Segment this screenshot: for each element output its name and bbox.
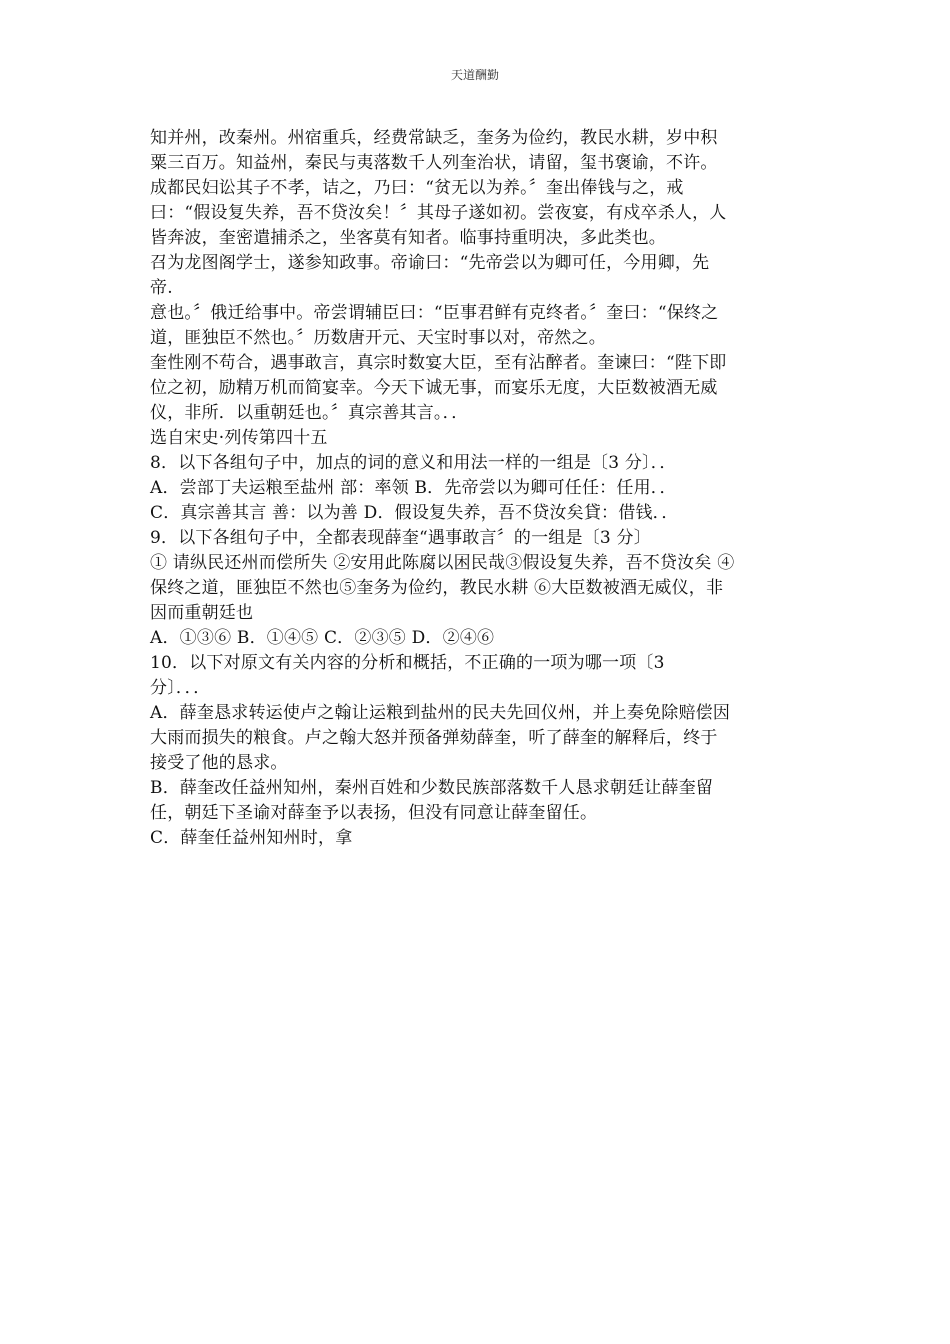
text-line: C．薛奎任益州知州时，拿	[150, 828, 353, 848]
text-line: 选自宋史·列传第四十五	[150, 428, 328, 448]
document-body	[150, 126, 810, 851]
text-line: 大雨而损失的粮食。卢之翰大怒并预备弹劾薛奎，听了薛奎的解释后，终于	[150, 728, 718, 748]
text-line: 意也。〞俄迁给事中。帝尝谓辅臣曰：“臣事君鲜有克终者。〞奎曰：“保终之	[150, 303, 719, 323]
text-line: 9．以下各组句子中，全都表现薛奎“遇事敢言〞的一组是〔3 分〕	[150, 528, 651, 548]
text-line: 位之初，励精万机而简宴幸。今天下诚无事，而宴乐无度，大臣数被酒无威	[150, 378, 718, 398]
text-line: 道，匪独臣不然也。〞历数唐开元、天宝时事以对，帝然之。	[150, 328, 606, 348]
text-line: 仪，非所．以重朝廷也。〞真宗善其言。．．	[150, 403, 469, 423]
text-line: ① 请纵民还州而偿所失 ②安用此陈腐以困民哉③假设复失养，吾不贷汝矣 ④	[150, 553, 735, 573]
text-line: 因而重朝廷也	[150, 603, 254, 623]
text-line: A．①③⑥ B．①④⑤ C．②③⑤ D．②④⑥	[150, 628, 495, 648]
text-line: 保终之道，匪独臣不然也⑤奎务为俭约，教民水耕 ⑥大臣数被酒无威仪，非	[150, 578, 724, 598]
text-line: A．尝部丁夫运粮至盐州 部：率领 B．先帝尝以为卿可任任：任用．．	[150, 478, 677, 498]
text-line: 粟三百万。知益州，秦民与夷落数千人列奎治状，请留，玺书褒谕，不许。	[150, 153, 718, 173]
text-line: 接受了他的恳求。	[150, 753, 288, 773]
text-line: 成都民妇讼其子不孝，诘之，乃曰：“贫无以为养。〞奎出俸钱与之，戒	[150, 178, 684, 198]
text-line: 任，朝廷下圣谕对薛奎予以表扬，但没有同意让薛奎留任。	[150, 803, 598, 823]
text-line: 8．以下各组句子中，加点的词的意义和用法一样的一组是〔3 分〕．．	[150, 453, 677, 473]
text-line: 知并州，改秦州。州宿重兵，经费常缺乏，奎务为俭约，教民水耕，岁中积	[150, 128, 718, 148]
text-line: A．薛奎恳求转运使卢之翰让运粮到盐州的民夫先回仪州，并上奏免除赔偿因	[150, 703, 731, 723]
text-line: 召为龙图阁学士，遂参知政事。帝谕曰：“先帝尝以为卿可任，今用卿，先	[150, 253, 710, 273]
text-line: 曰：“假设复失养，吾不贷汝矣！〞其母子遂如初。尝夜宴，有戍卒杀人，人	[150, 203, 727, 223]
text-line: B．薛奎改任益州知州，秦州百姓和少数民族部落数千人恳求朝廷让薛奎留	[150, 778, 714, 798]
text-line: 奎性刚不苟合，遇事敢言，真宗时数宴大臣，至有沾醉者。奎谏曰：“陛下即	[150, 353, 727, 373]
text-line: 帝.	[150, 278, 173, 298]
text-line: 皆奔波，奎密遣捕杀之，坐客莫有知者。临事持重明决，多此类也。	[150, 228, 666, 248]
text-line: C．真宗善其言 善：以为善 D．假设复失养，吾不贷汝矣貸：借钱．．	[150, 503, 679, 523]
text-line: 10．以下对原文有关内容的分析和概括，不正确的一项为哪一项〔3	[150, 653, 665, 673]
page-header: 天道酬勤	[450, 68, 499, 82]
text-line: 分〕．．．	[150, 678, 211, 698]
